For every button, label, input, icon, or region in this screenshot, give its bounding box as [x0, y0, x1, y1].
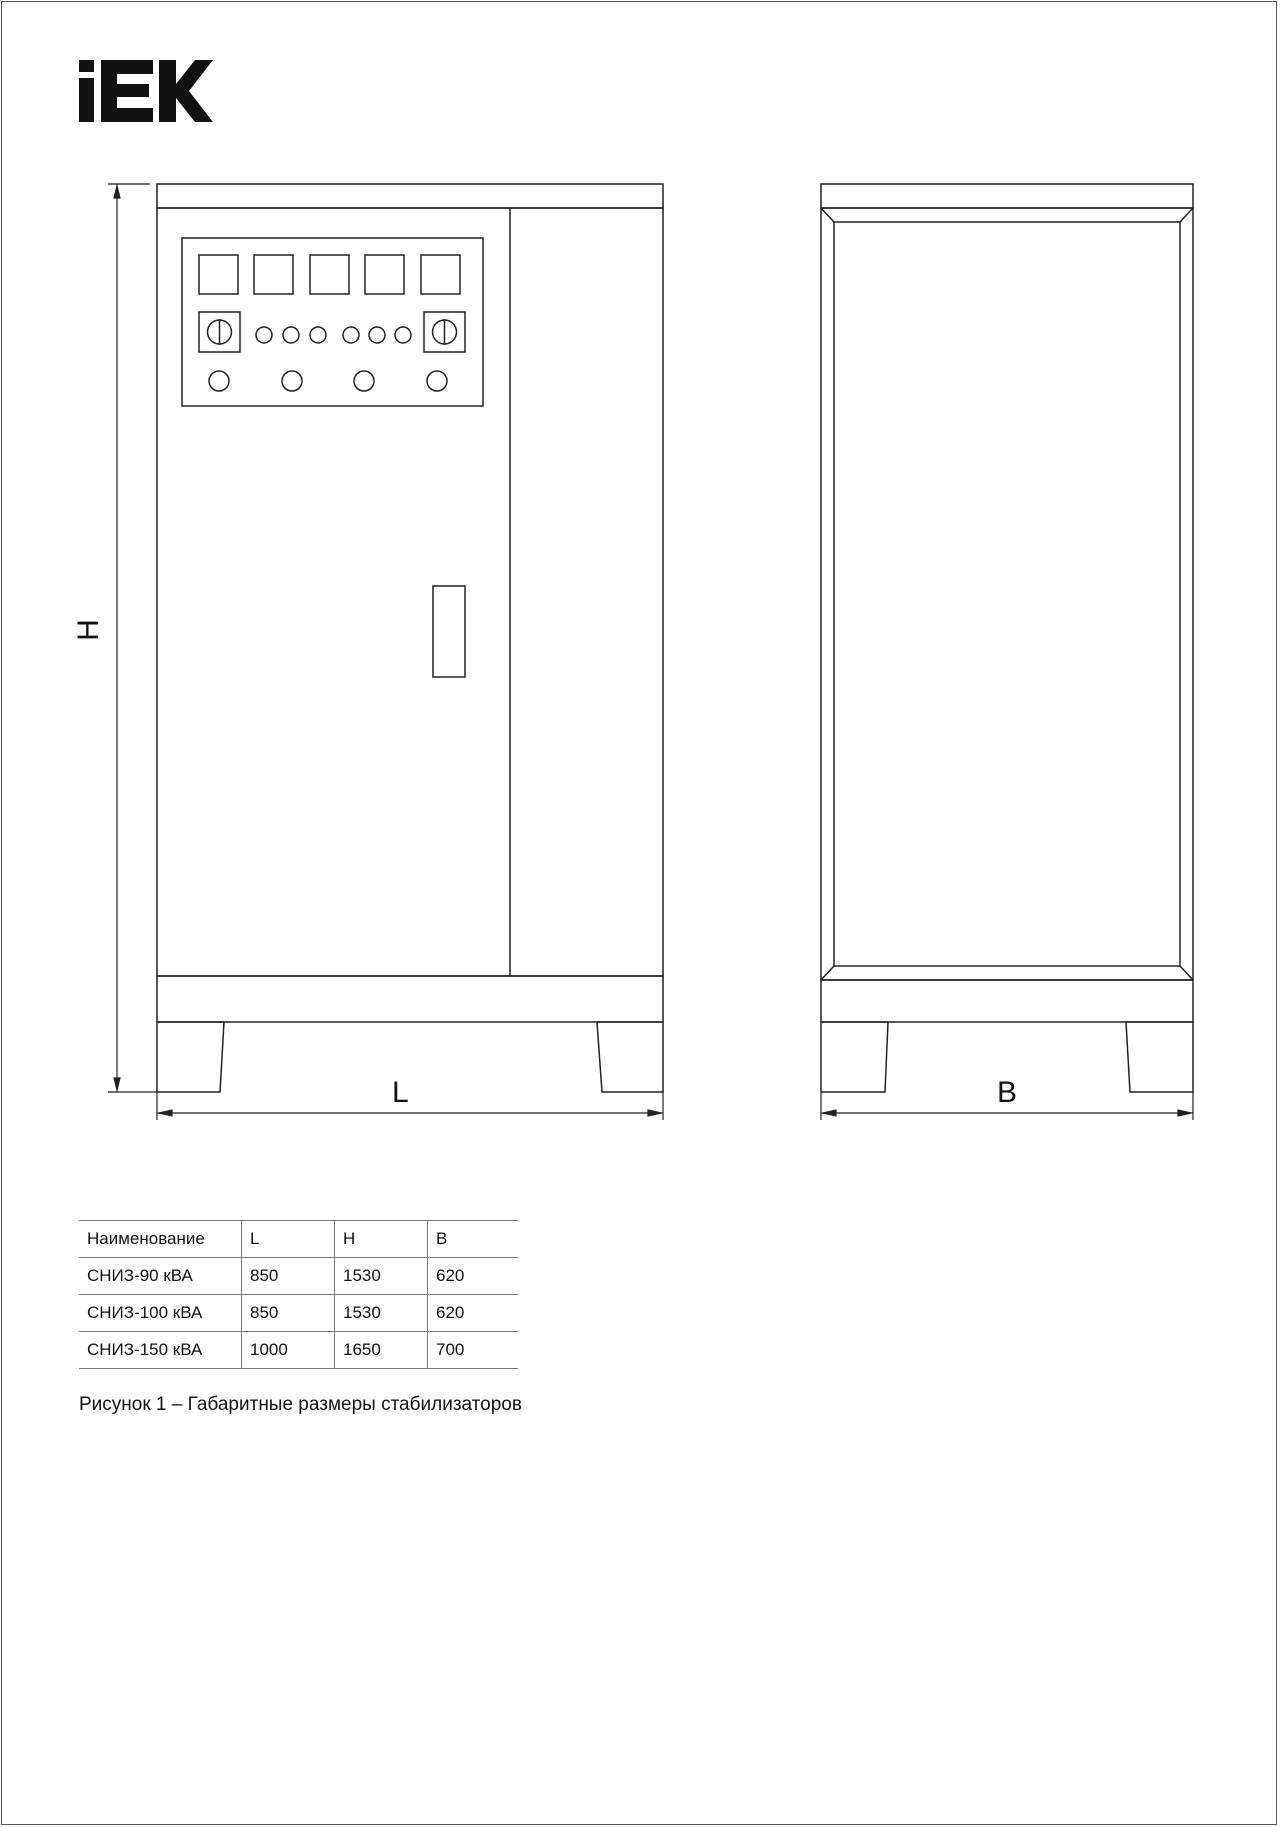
table-row [79, 1295, 518, 1332]
front-view [157, 184, 663, 1092]
column-header-name: Наименование [79, 1221, 242, 1258]
column-header-l: L [242, 1221, 335, 1258]
indicator-lamps [256, 327, 411, 343]
cell-l: 1000 [242, 1332, 335, 1369]
cell-l: 850 [242, 1258, 335, 1295]
table-header-row [79, 1221, 518, 1258]
length-dimension [157, 1092, 663, 1120]
height-dimension [108, 184, 157, 1092]
dimension-label-length: L [392, 1076, 409, 1109]
cell-b: 620 [428, 1295, 519, 1332]
column-header-b: B [428, 1221, 519, 1258]
side-view [821, 184, 1193, 1092]
column-header-h: H [335, 1221, 428, 1258]
table-row [79, 1332, 518, 1369]
dimension-label-depth: B [997, 1076, 1018, 1109]
cell-name: СНИЗ-100 кВА [79, 1295, 242, 1332]
dimensions-table [79, 1220, 518, 1369]
buttons [209, 371, 447, 391]
cell-b: 700 [428, 1332, 519, 1369]
table-row [79, 1258, 518, 1295]
cell-name: СНИЗ-90 кВА [79, 1258, 242, 1295]
selector-switches [199, 312, 465, 352]
cell-h: 1530 [335, 1258, 428, 1295]
cell-name: СНИЗ-150 кВА [79, 1332, 242, 1369]
cell-b: 620 [428, 1258, 519, 1295]
dimension-label-height: H [71, 619, 105, 641]
figure-caption: Рисунок 1 – Габаритные размеры стабилизаторов [79, 1394, 522, 1415]
meters [199, 255, 460, 294]
cell-h: 1530 [335, 1295, 428, 1332]
door-handle [433, 586, 465, 677]
cell-l: 850 [242, 1295, 335, 1332]
cell-h: 1650 [335, 1332, 428, 1369]
